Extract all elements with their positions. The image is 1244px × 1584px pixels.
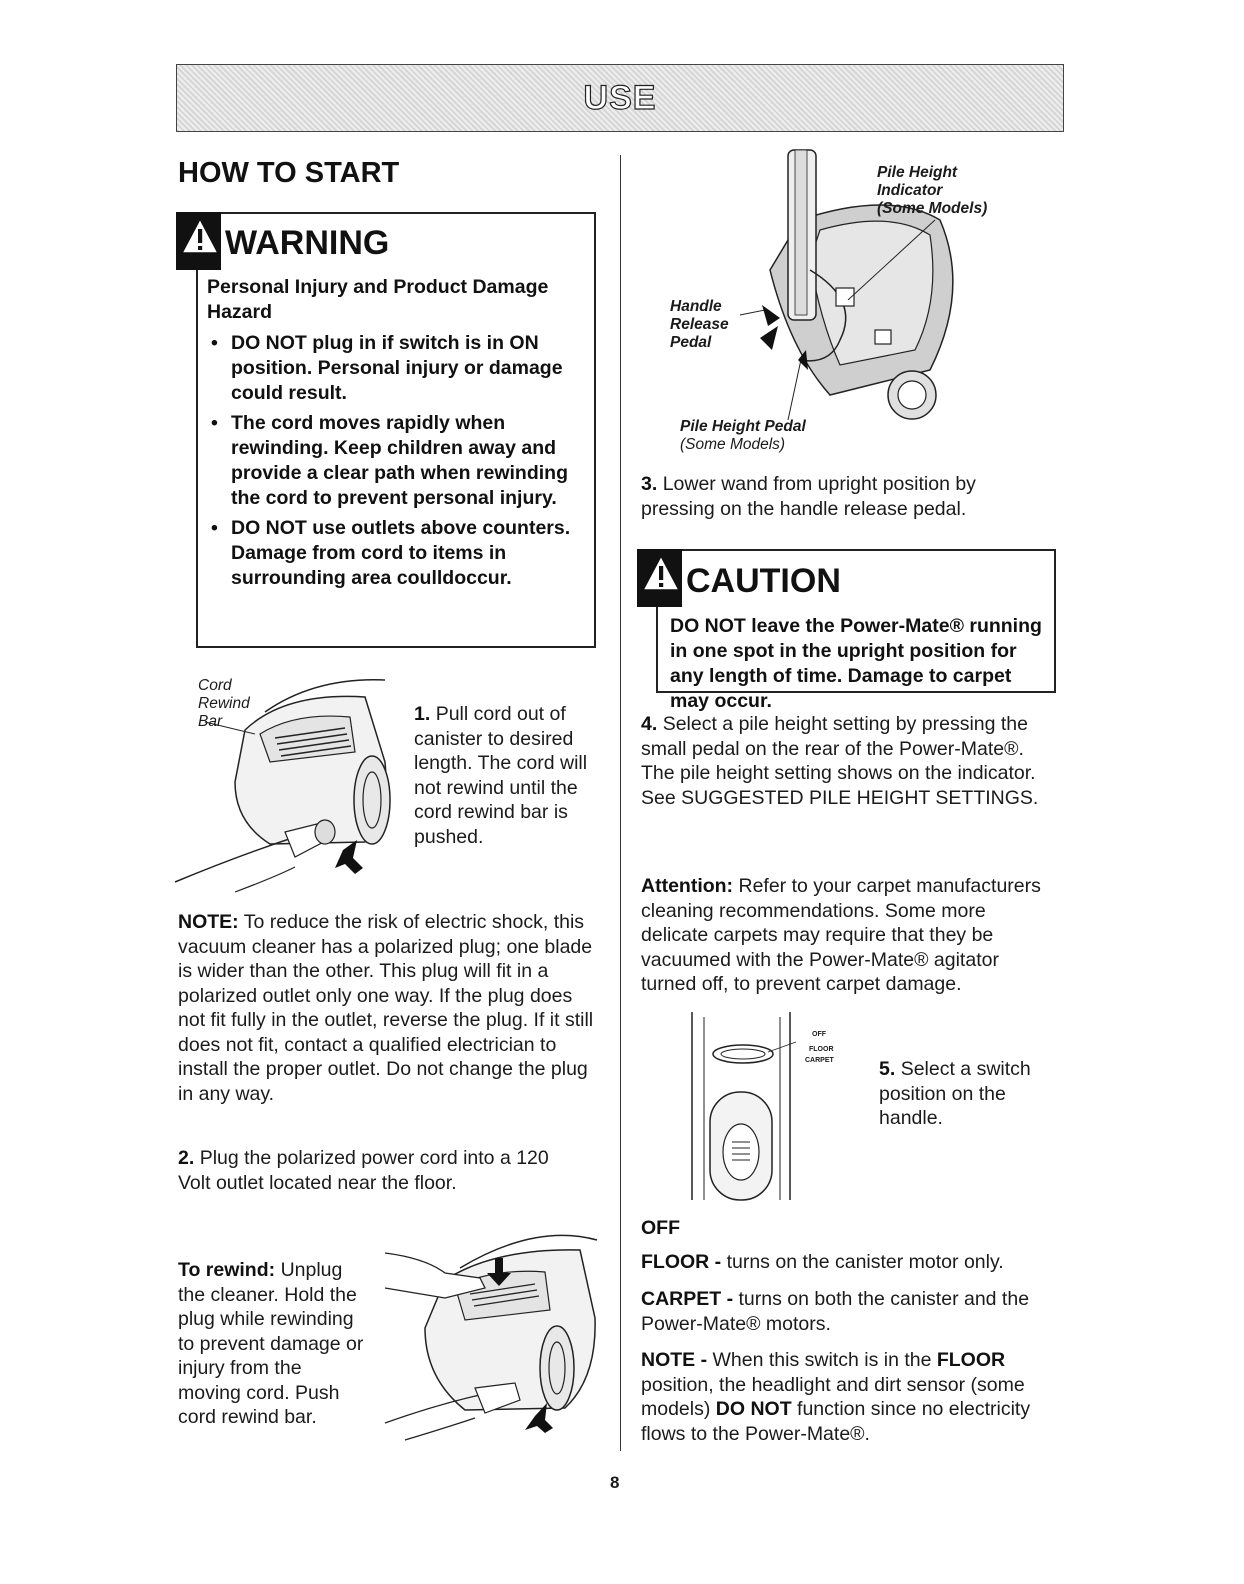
caution-text: DO NOT leave the Power-Mate® running in one spot in the upright position for any length of time. Damage to carpet may occur. — [670, 615, 1042, 712]
mode-off: OFF — [641, 1217, 680, 1239]
section-banner — [176, 64, 1064, 132]
note-polarized-plug: NOTE: To reduce the risk of electric shock, this vacuum cleaner has a polarized plug; one blade is wider than the other. This plug will fit in a polarized outlet only one way. If the plug does not fit fully in the outlet, reverse the plug. If it still does not fit, contact a qualified electrician to install the proper outlet. Do not change the plug in any way. — [178, 911, 594, 1105]
warning-icon — [180, 216, 220, 256]
attention-note: Attention: Refer to your carpet manufacturers cleaning recommendations. Some more delicate carpets may require that they be vacuumed with the Power-Mate® agitator turned off, to prevent carpet damage. — [641, 875, 1041, 995]
warning-subtitle: Personal Injury and Product Damage Hazard — [207, 276, 549, 323]
warning-item: • The cord moves rapidly when rewinding. Keep children away and provide a clear path when rewinding the cord to prevent personal injury. — [211, 411, 571, 511]
banner-title: USE — [583, 79, 657, 117]
page-number: 8 — [610, 1473, 620, 1492]
caution-title: CAUTION — [686, 562, 841, 600]
column-divider — [620, 155, 621, 1451]
mode-floor: FLOOR - turns on the canister motor only. — [641, 1251, 1004, 1273]
warning-item: • DO NOT plug in if switch is in ON position. Personal injury or damage could result. — [211, 331, 571, 406]
section-title: HOW TO START — [178, 157, 400, 189]
handle-switch-illustration — [688, 1012, 818, 1202]
rewind-illustration — [385, 1228, 600, 1443]
step-1: 1. Pull cord out of canister to desired length. The cord will not rewind until the cord rewind bar is pushed. — [414, 703, 588, 848]
pile-pedal-label: Pile Height Pedal (Some Models) — [680, 418, 806, 453]
step-3: 3. Lower wand from upright position by pressing on the handle release pedal. — [641, 473, 976, 520]
switch-positions-labels: OFF FLOOR CARPET — [805, 1031, 834, 1064]
pile-indicator-label: Pile Height Indicator (Some Models) — [877, 164, 988, 217]
warning-item: • DO NOT use outlets above counters. Damage from cord to items in surrounding area coulldoccur. — [211, 516, 571, 591]
handle-release-label: Handle Release Pedal — [670, 298, 729, 351]
caution-icon — [641, 553, 681, 593]
step-2: 2. Plug the polarized power cord into a 120 Volt outlet located near the floor. — [178, 1147, 549, 1194]
cord-label: Cord Rewind Bar — [198, 677, 250, 730]
step-5: 5. Select a switch position on the handle. — [879, 1058, 1031, 1129]
step-4: 4. Select a pile height setting by pressing the small pedal on the rear of the Power-Mate®. The pile height setting shows on the indicator. See SUGGESTED PILE HEIGHT SETTINGS. — [641, 713, 1039, 809]
note-floor-mode: NOTE - When this switch is in the FLOOR position, the headlight and dirt sensor (some models) DO NOT function since no electricity flows to the Power-Mate®. — [641, 1349, 1031, 1445]
mode-carpet: CARPET - turns on both the canister and the Power-Mate® motors. — [641, 1288, 1030, 1335]
warning-title: WARNING — [225, 224, 390, 262]
warning-list — [211, 331, 571, 596]
rewind-instructions: To rewind: Unplug the cleaner. Hold the plug while rewinding to prevent damage or injury from the moving cord. Push cord rewind bar. — [178, 1259, 364, 1428]
